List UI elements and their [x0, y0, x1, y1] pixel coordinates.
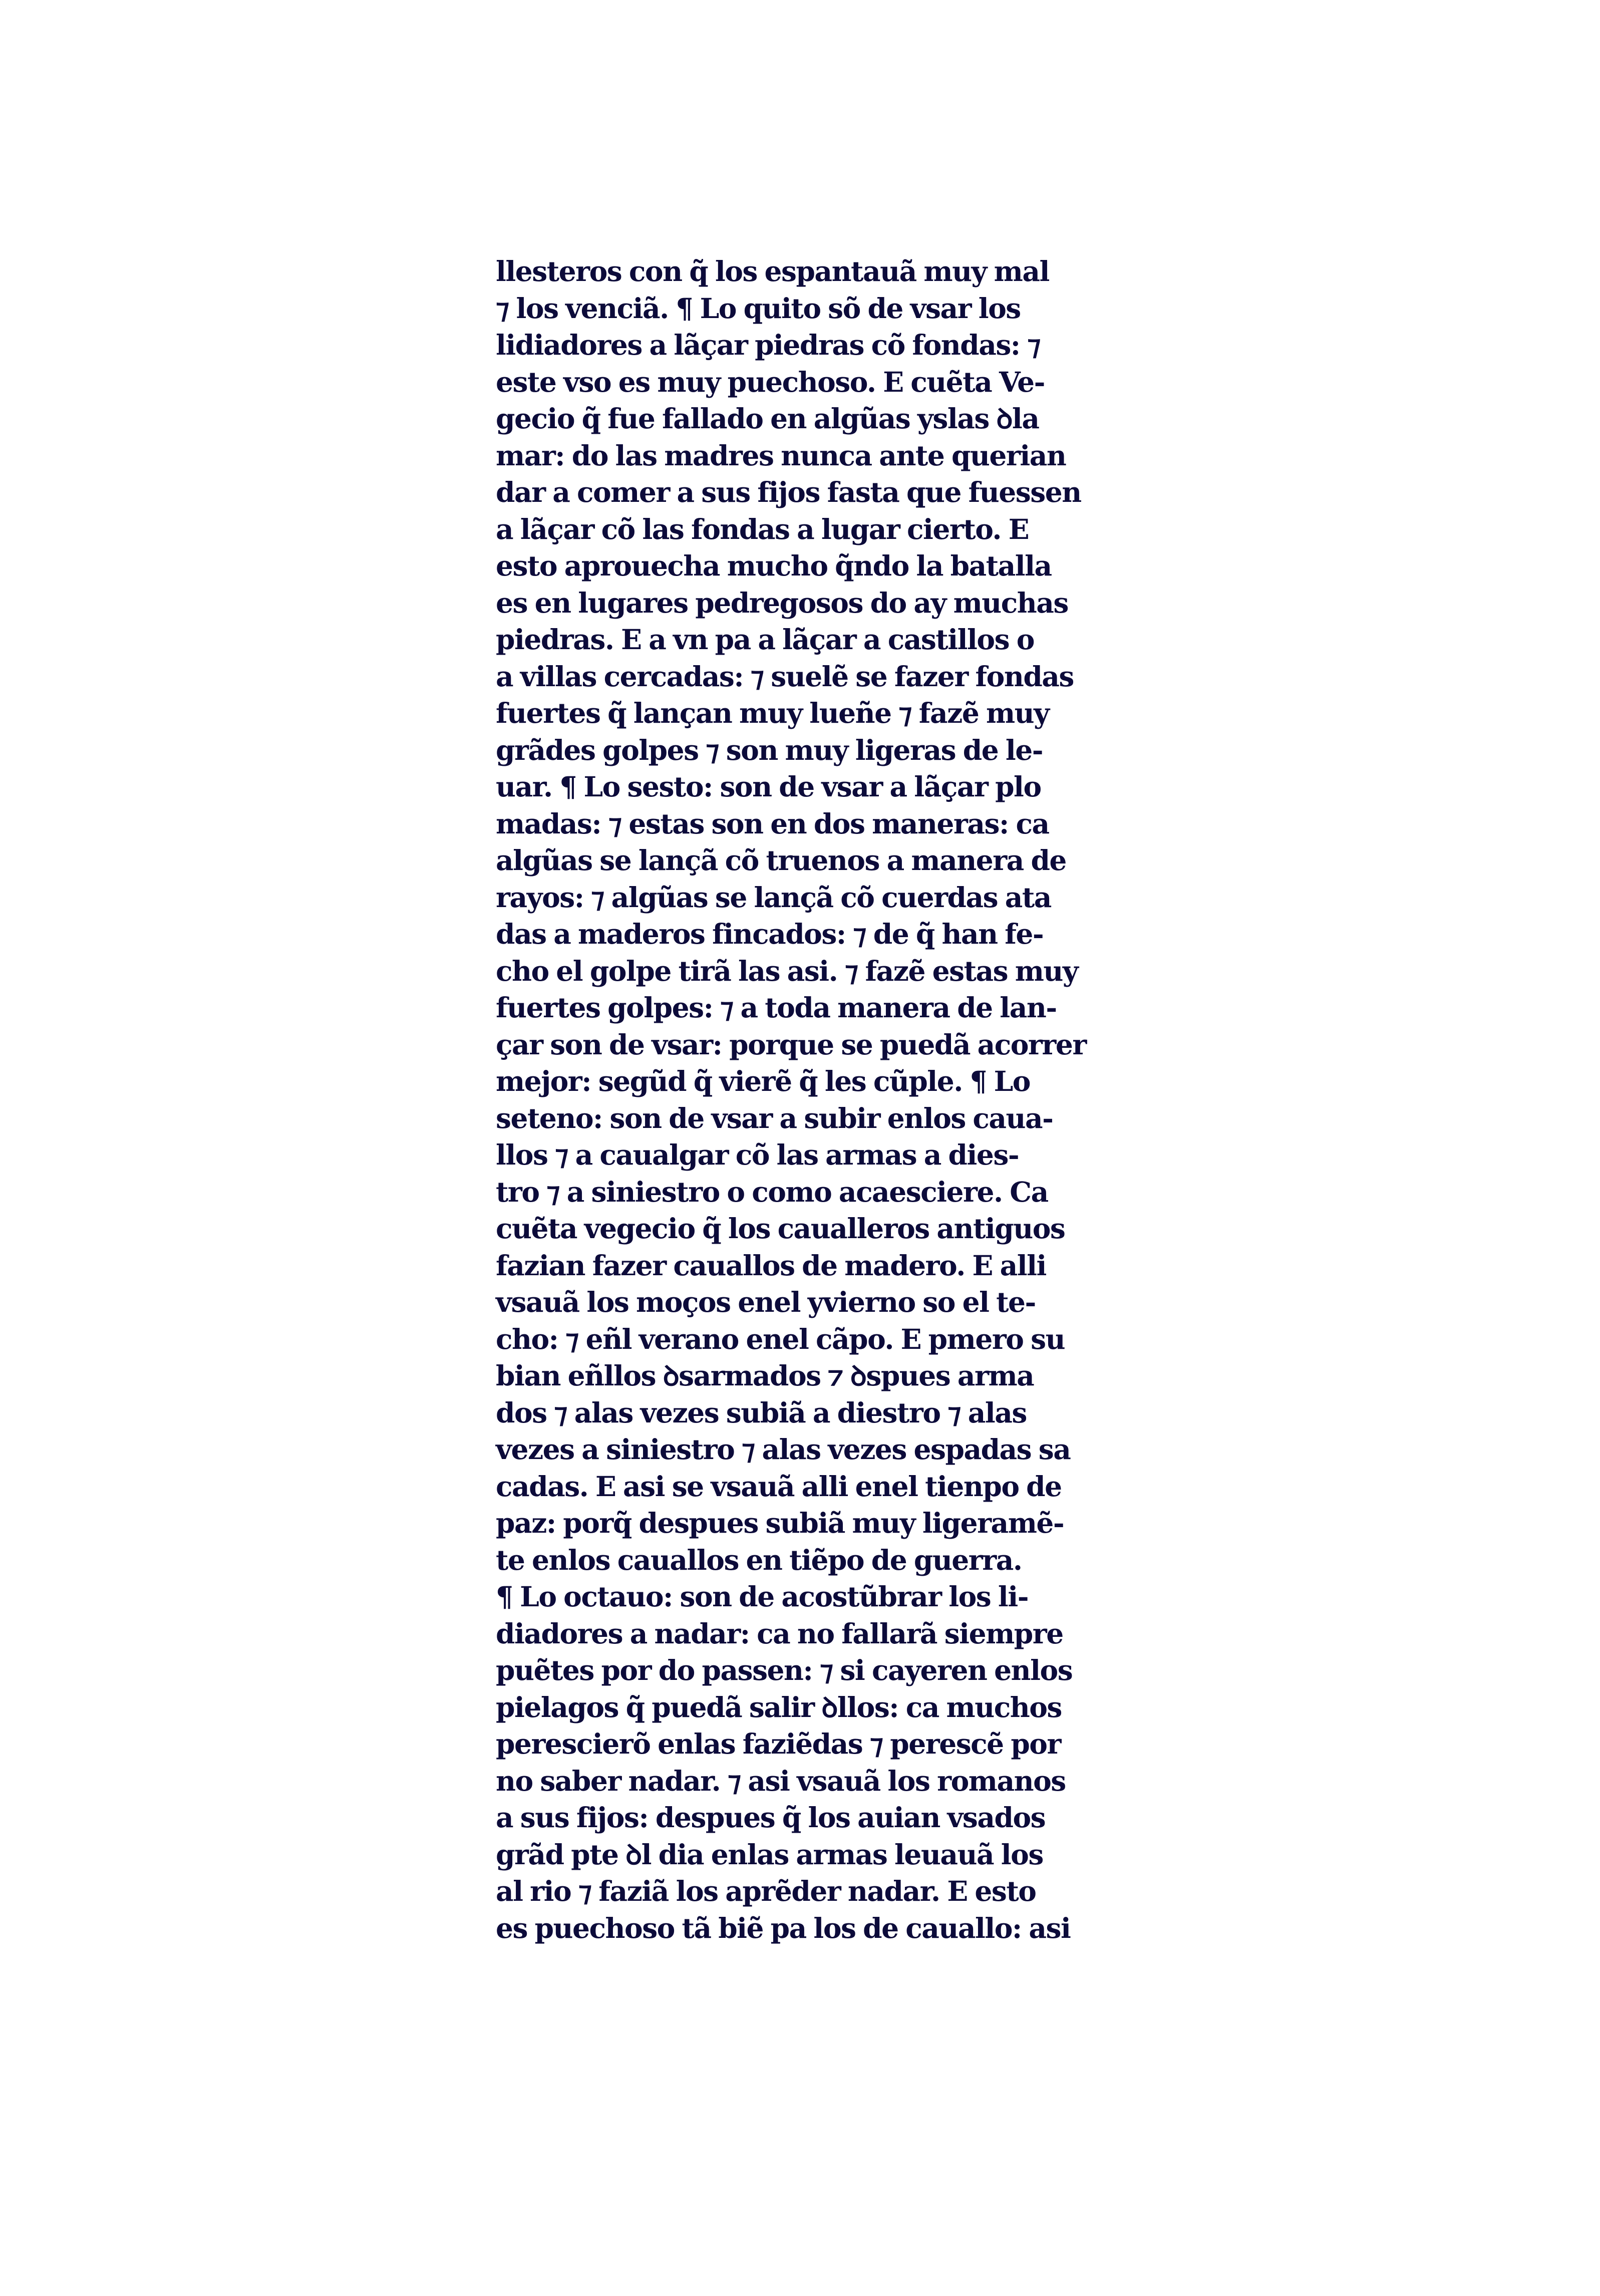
text-line: ⁊ los venciã. ¶ Lo quito sõ de vsar los [496, 292, 1021, 325]
text-line: llesteros con q̃ los espantauã muy mal [496, 255, 1049, 288]
text-line: bian eñllos ꝺsarmados ⁊ ꝺspues arma [496, 1359, 1034, 1392]
text-line: a villas cercadas: ⁊ suelẽ se fazer fondas [496, 660, 1074, 693]
text-line: uar. ¶ Lo sesto: son de vsar a lãçar plo [496, 770, 1041, 803]
text-line: es en lugares pedregosos do ay muchas [496, 586, 1068, 619]
text-line: piedras. E a vn pa a lãçar a castillos o [496, 623, 1034, 656]
text-line: fazian fazer cauallos de madero. E alli [496, 1249, 1046, 1282]
text-line: lidiadores a lãçar piedras cõ fondas: ⁊ [496, 329, 1041, 361]
text-line: paz: porq̃ despues subiã muy ligeramẽ- [496, 1507, 1064, 1539]
text-line: puẽtes por do passen: ⁊ si cayeren enlos [496, 1654, 1073, 1686]
text-line: das a maderos fincados: ⁊ de q̃ han fe- [496, 918, 1044, 950]
text-line: esto aprouecha mucho q̃ndo la batalla [496, 549, 1052, 582]
text-line: cuẽta vegecio q̃ los caualleros antiguos [496, 1212, 1065, 1245]
text-column [496, 253, 1117, 1946]
text-line: al rio ⁊ faziã los aprẽder nadar. E esto [496, 1875, 1036, 1907]
text-line: rayos: ⁊ algũas se lançã cõ cuerdas ata [496, 881, 1051, 914]
text-line: grãdes golpes ⁊ son muy ligeras de le- [496, 733, 1043, 766]
text-line: mar: do las madres nunca ante querian [496, 439, 1066, 472]
text-line: algũas se lançã cõ truenos a manera de [496, 844, 1066, 877]
text-line: perescierõ enlas faziẽdas ⁊ perescẽ por [496, 1728, 1061, 1760]
text-line: dos ⁊ alas vezes subiã a diestro ⁊ alas [496, 1396, 1027, 1429]
text-line: gecio q̃ fue fallado en algũas yslas ꝺla [496, 402, 1039, 435]
text-line: no saber nadar. ⁊ asi vsauã los romanos [496, 1764, 1066, 1797]
text-line: te enlos cauallos en tiẽpo de guerra. [496, 1543, 1022, 1576]
text-line: mejor: segũd q̃ vierẽ q̃ les cũple. ¶ Lo [496, 1065, 1030, 1097]
text-line: vezes a siniestro ⁊ alas vezes espadas sa [496, 1433, 1071, 1466]
text-line: pielagos q̃ puedã salir ꝺllos: ca muchos [496, 1690, 1062, 1724]
text-line: fuertes q̃ lançan muy lueñe ⁊ fazẽ muy [496, 697, 1049, 729]
text-line: es puechoso tã biẽ pa los de cauallo: asi [496, 1911, 1071, 1944]
text-line: este vso es muy puechoso. E cuẽta Ve- [496, 365, 1045, 398]
text-line: cho: ⁊ eñl verano enel cãpo. E pmero su [496, 1322, 1065, 1355]
text-line: seteno: son de vsar a subir enlos caua- [496, 1101, 1053, 1134]
text-line: cadas. E asi se vsauã alli enel tienpo de [496, 1470, 1062, 1503]
text-line: tro ⁊ a siniestro o como acaesciere. Ca [496, 1175, 1048, 1208]
text-line: diadores a nadar: ca no fallarã siempre [496, 1617, 1063, 1650]
text-line: madas: ⁊ estas son en dos maneras: ca [496, 807, 1049, 840]
text-line: a sus fijos: despues q̃ los auian vsados [496, 1801, 1046, 1834]
text-line: çar son de vsar: porque se puedã acorrer [496, 1028, 1086, 1061]
text-line: ¶ Lo octauo: son de acostũbrar los li- [496, 1580, 1029, 1613]
text-line: grãd pte ꝺl dia enlas armas leuauã los [496, 1838, 1043, 1871]
text-line: llos ⁊ a caualgar cõ las armas a dies- [496, 1138, 1019, 1171]
text-line: fuertes golpes: ⁊ a toda manera de lan- [496, 991, 1057, 1024]
text-line: vsauã los moços enel yvierno so el te- [496, 1286, 1036, 1318]
text-line: a lãçar cõ las fondas a lugar cierto. E [496, 512, 1029, 545]
text-line: cho el golpe tirã las asi. ⁊ fazẽ estas muy [496, 954, 1078, 987]
text-line: dar a comer a sus fijos fasta que fuessen [496, 476, 1081, 508]
